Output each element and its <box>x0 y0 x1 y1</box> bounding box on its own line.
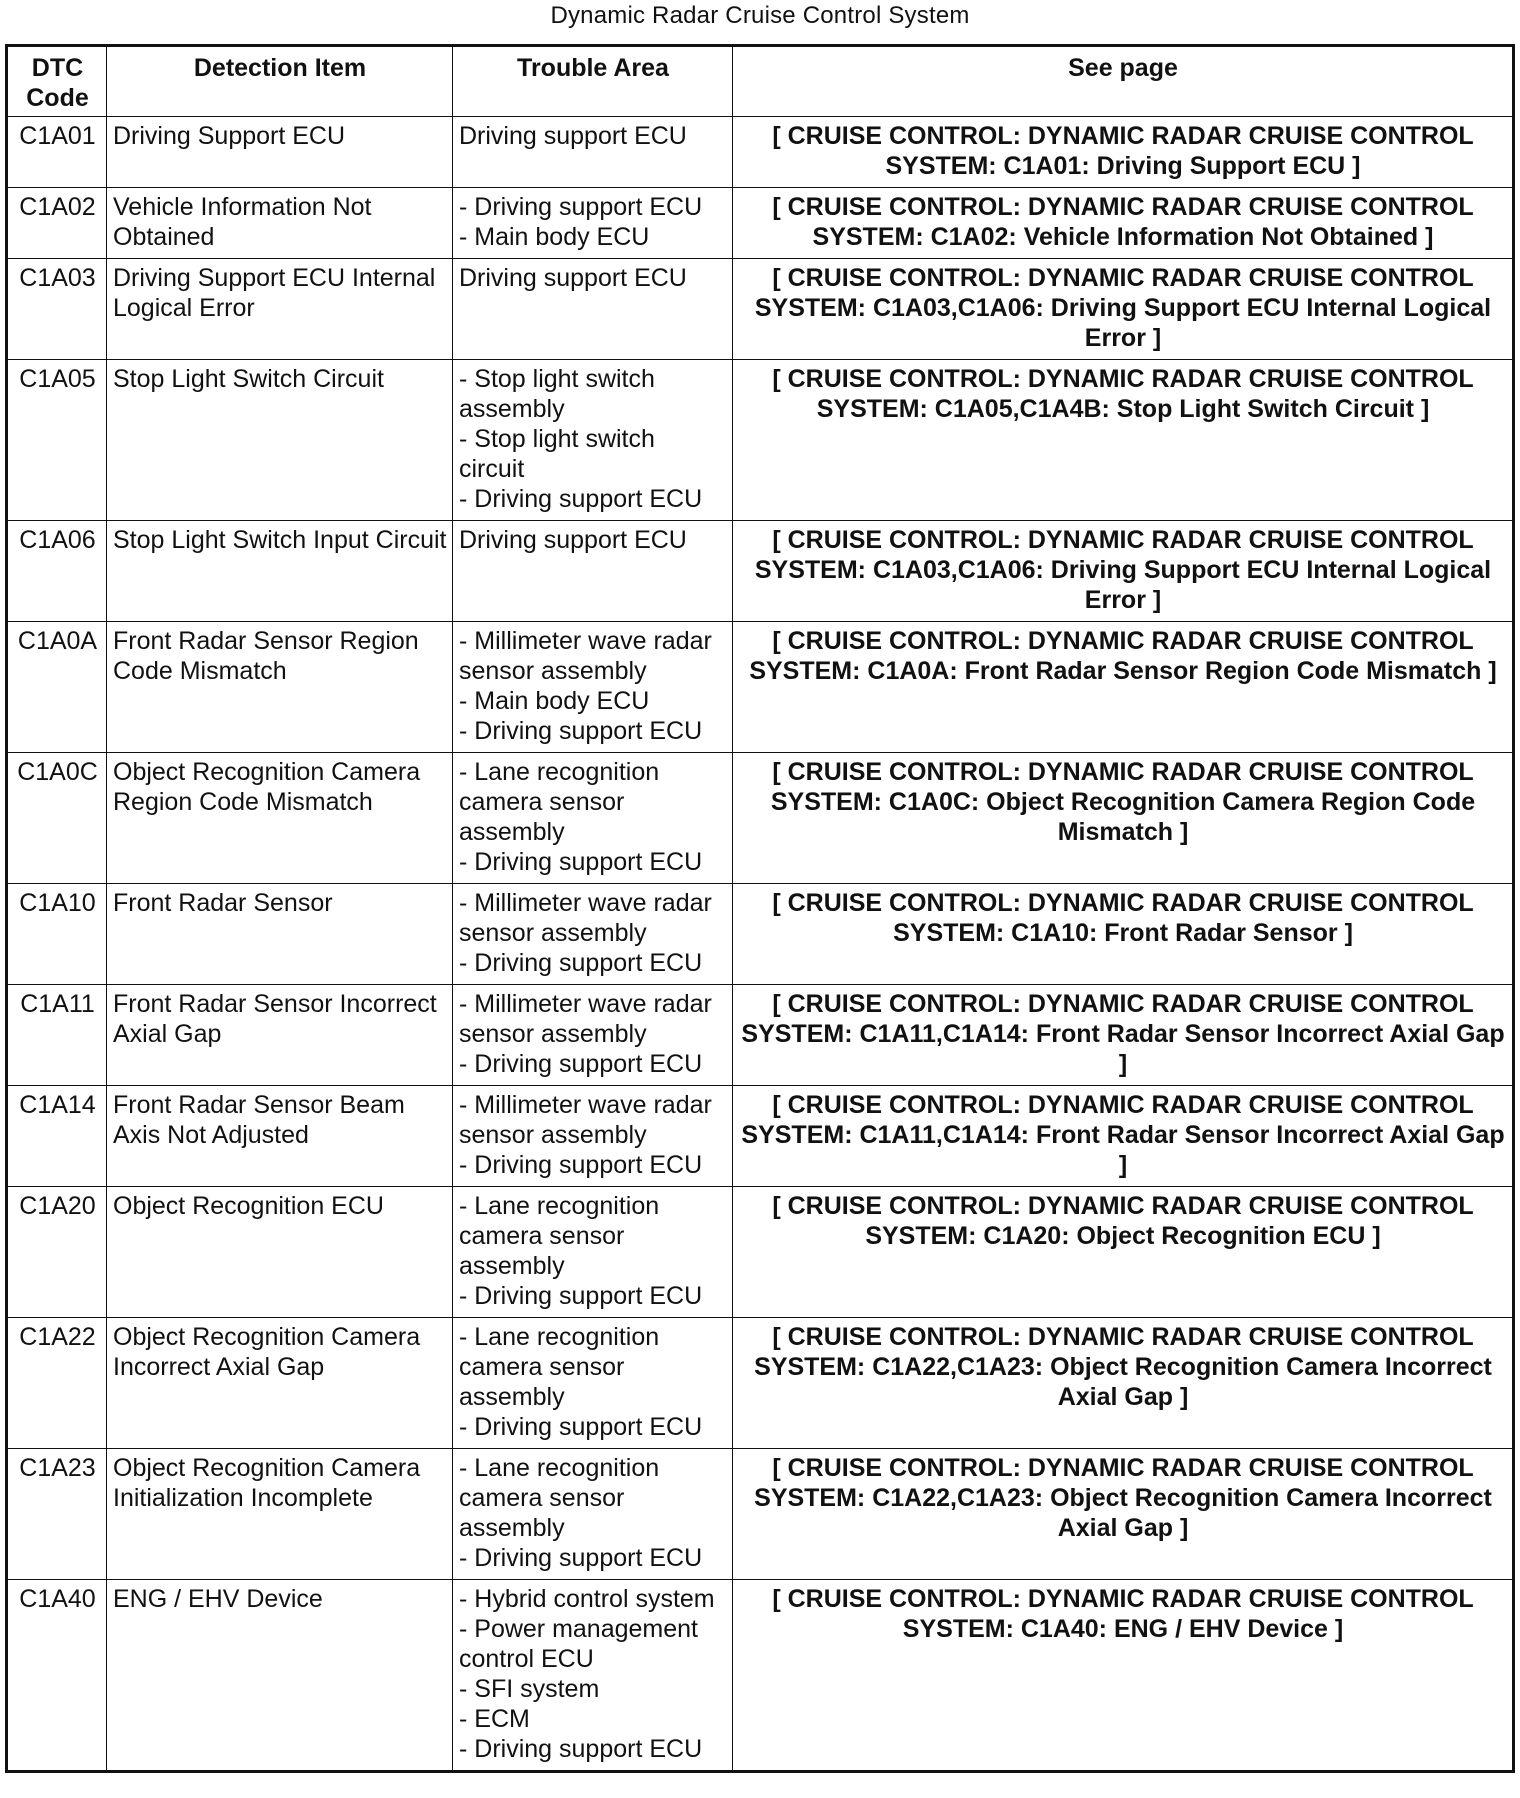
trouble-area-line: - Lane recognition camera sensor assembly <box>459 1192 660 1280</box>
detection-item-cell: ENG / EHV Device <box>107 1580 453 1772</box>
table-row <box>7 1187 1514 1318</box>
trouble-area-line: - Driving support ECU <box>459 1151 703 1179</box>
table-row <box>7 753 1514 884</box>
dtc-code-cell: C1A22 <box>7 1318 107 1449</box>
see-page-link[interactable]: [ CRUISE CONTROL: DYNAMIC RADAR CRUISE CONTROL SYSTEM: C1A05,C1A4B: Stop Light Switch Circuit ] <box>733 360 1514 521</box>
detection-item-cell: Object Recognition Camera Initialization Incomplete <box>107 1449 453 1580</box>
detection-item-cell: Front Radar Sensor Region Code Mismatch <box>107 622 453 753</box>
trouble-area-cell <box>453 1318 733 1449</box>
see-page-link[interactable]: [ CRUISE CONTROL: DYNAMIC RADAR CRUISE CONTROL SYSTEM: C1A02: Vehicle Information Not Obtained ] <box>733 188 1514 259</box>
trouble-area-line: Driving support ECU <box>459 526 687 554</box>
see-page-link[interactable]: [ CRUISE CONTROL: DYNAMIC RADAR CRUISE CONTROL SYSTEM: C1A03,C1A06: Driving Support ECU Internal Logical Error ] <box>733 259 1514 360</box>
dtc-code-cell: C1A01 <box>7 117 107 188</box>
trouble-area-line: - Lane recognition camera sensor assembly <box>459 1454 660 1542</box>
trouble-area-cell <box>453 521 733 622</box>
trouble-area-cell <box>453 753 733 884</box>
table-row <box>7 1580 1514 1772</box>
table-row <box>7 884 1514 985</box>
trouble-area-line: - Millimeter wave radar sensor assembly <box>459 1091 712 1149</box>
dtc-code-cell: C1A0A <box>7 622 107 753</box>
trouble-area-cell <box>453 259 733 360</box>
table-row <box>7 188 1514 259</box>
table-row <box>7 622 1514 753</box>
table-row <box>7 1318 1514 1449</box>
see-page-link[interactable]: [ CRUISE CONTROL: DYNAMIC RADAR CRUISE CONTROL SYSTEM: C1A03,C1A06: Driving Support ECU Internal Logical Error ] <box>733 521 1514 622</box>
trouble-area-cell <box>453 1580 733 1772</box>
trouble-area-cell <box>453 884 733 985</box>
dtc-code-cell: C1A11 <box>7 985 107 1086</box>
trouble-area-cell <box>453 1449 733 1580</box>
trouble-area-cell <box>453 985 733 1086</box>
detection-item-cell: Front Radar Sensor <box>107 884 453 985</box>
trouble-area-line: - Millimeter wave radar sensor assembly <box>459 627 712 685</box>
see-page-link[interactable]: [ CRUISE CONTROL: DYNAMIC RADAR CRUISE CONTROL SYSTEM: C1A01: Driving Support ECU ] <box>733 117 1514 188</box>
see-page-link[interactable]: [ CRUISE CONTROL: DYNAMIC RADAR CRUISE CONTROL SYSTEM: C1A22,C1A23: Object Recognition Camera Incorrect Axial Gap ] <box>733 1318 1514 1449</box>
dtc-code-cell: C1A40 <box>7 1580 107 1772</box>
header-dtc-code: DTC Code <box>7 46 107 117</box>
dtc-table <box>5 44 1515 1773</box>
dtc-code-cell: C1A20 <box>7 1187 107 1318</box>
header-see-page: See page <box>733 46 1514 117</box>
trouble-area-line: - ECM <box>459 1705 530 1733</box>
trouble-area-cell <box>453 117 733 188</box>
see-page-link[interactable]: [ CRUISE CONTROL: DYNAMIC RADAR CRUISE CONTROL SYSTEM: C1A0A: Front Radar Sensor Region Code Mismatch ] <box>733 622 1514 753</box>
trouble-area-cell <box>453 1187 733 1318</box>
trouble-area-line: - Driving support ECU <box>459 1050 703 1078</box>
trouble-area-line: - Millimeter wave radar sensor assembly <box>459 889 712 947</box>
trouble-area-line: - Driving support ECU <box>459 717 703 745</box>
detection-item-cell: Driving Support ECU Internal Logical Error <box>107 259 453 360</box>
trouble-area-line: - Millimeter wave radar sensor assembly <box>459 990 712 1048</box>
table-row <box>7 521 1514 622</box>
trouble-area-line: - Lane recognition camera sensor assembly <box>459 1323 660 1411</box>
dtc-code-cell: C1A14 <box>7 1086 107 1187</box>
header-trouble-area: Trouble Area <box>453 46 733 117</box>
table-row <box>7 985 1514 1086</box>
detection-item-cell: Object Recognition ECU <box>107 1187 453 1318</box>
table-row <box>7 1086 1514 1187</box>
trouble-area-cell <box>453 1086 733 1187</box>
dtc-code-cell: C1A03 <box>7 259 107 360</box>
trouble-area-cell <box>453 360 733 521</box>
trouble-area-line: - Main body ECU <box>459 687 650 715</box>
trouble-area-line: - Stop light switch circuit <box>459 425 655 483</box>
detection-item-cell: Object Recognition Camera Region Code Mismatch <box>107 753 453 884</box>
dtc-code-cell: C1A05 <box>7 360 107 521</box>
dtc-code-cell: C1A06 <box>7 521 107 622</box>
trouble-area-line: - Stop light switch assembly <box>459 365 655 423</box>
trouble-area-cell <box>453 622 733 753</box>
trouble-area-line: - Driving support ECU <box>459 848 703 876</box>
detection-item-cell: Vehicle Information Not Obtained <box>107 188 453 259</box>
trouble-area-line: Driving support ECU <box>459 264 687 292</box>
see-page-link[interactable]: [ CRUISE CONTROL: DYNAMIC RADAR CRUISE CONTROL SYSTEM: C1A40: ENG / EHV Device ] <box>733 1580 1514 1772</box>
table-row <box>7 360 1514 521</box>
table-header-row <box>7 46 1514 117</box>
header-detection-item: Detection Item <box>107 46 453 117</box>
trouble-area-line: Driving support ECU <box>459 122 687 150</box>
trouble-area-line: - Driving support ECU <box>459 193 703 221</box>
dtc-code-cell: C1A23 <box>7 1449 107 1580</box>
document-title: Dynamic Radar Cruise Control System <box>550 2 970 29</box>
trouble-area-line: - Hybrid control system <box>459 1585 715 1613</box>
trouble-area-line: - SFI system <box>459 1675 600 1703</box>
trouble-area-line: - Driving support ECU <box>459 1282 703 1310</box>
see-page-link[interactable]: [ CRUISE CONTROL: DYNAMIC RADAR CRUISE CONTROL SYSTEM: C1A22,C1A23: Object Recognition Camera Incorrect Axial Gap ] <box>733 1449 1514 1580</box>
trouble-area-line: - Driving support ECU <box>459 1544 703 1572</box>
detection-item-cell: Stop Light Switch Circuit <box>107 360 453 521</box>
trouble-area-line: - Power management control ECU <box>459 1615 699 1673</box>
trouble-area-line: - Driving support ECU <box>459 485 703 513</box>
detection-item-cell: Front Radar Sensor Beam Axis Not Adjusted <box>107 1086 453 1187</box>
trouble-area-line: - Driving support ECU <box>459 1735 703 1763</box>
detection-item-cell: Stop Light Switch Input Circuit <box>107 521 453 622</box>
detection-item-cell: Front Radar Sensor Incorrect Axial Gap <box>107 985 453 1086</box>
dtc-code-cell: C1A0C <box>7 753 107 884</box>
table-row <box>7 1449 1514 1580</box>
trouble-area-line: - Driving support ECU <box>459 949 703 977</box>
see-page-link[interactable]: [ CRUISE CONTROL: DYNAMIC RADAR CRUISE CONTROL SYSTEM: C1A20: Object Recognition ECU ] <box>733 1187 1514 1318</box>
see-page-link[interactable]: [ CRUISE CONTROL: DYNAMIC RADAR CRUISE CONTROL SYSTEM: C1A10: Front Radar Sensor ] <box>733 884 1514 985</box>
see-page-link[interactable]: [ CRUISE CONTROL: DYNAMIC RADAR CRUISE CONTROL SYSTEM: C1A0C: Object Recognition Camera Region Code Mismatch ] <box>733 753 1514 884</box>
see-page-link[interactable]: [ CRUISE CONTROL: DYNAMIC RADAR CRUISE CONTROL SYSTEM: C1A11,C1A14: Front Radar Sensor Incorrect Axial Gap ] <box>733 985 1514 1086</box>
trouble-area-line: - Lane recognition camera sensor assembly <box>459 758 660 846</box>
trouble-area-line: - Main body ECU <box>459 223 650 251</box>
table-row <box>7 259 1514 360</box>
dtc-code-cell: C1A10 <box>7 884 107 985</box>
see-page-link[interactable]: [ CRUISE CONTROL: DYNAMIC RADAR CRUISE CONTROL SYSTEM: C1A11,C1A14: Front Radar Sensor Incorrect Axial Gap ] <box>733 1086 1514 1187</box>
dtc-code-cell: C1A02 <box>7 188 107 259</box>
trouble-area-line: - Driving support ECU <box>459 1413 703 1441</box>
table-body <box>7 117 1514 1772</box>
detection-item-cell: Object Recognition Camera Incorrect Axial Gap <box>107 1318 453 1449</box>
trouble-area-cell <box>453 188 733 259</box>
table-row <box>7 117 1514 188</box>
detection-item-cell: Driving Support ECU <box>107 117 453 188</box>
